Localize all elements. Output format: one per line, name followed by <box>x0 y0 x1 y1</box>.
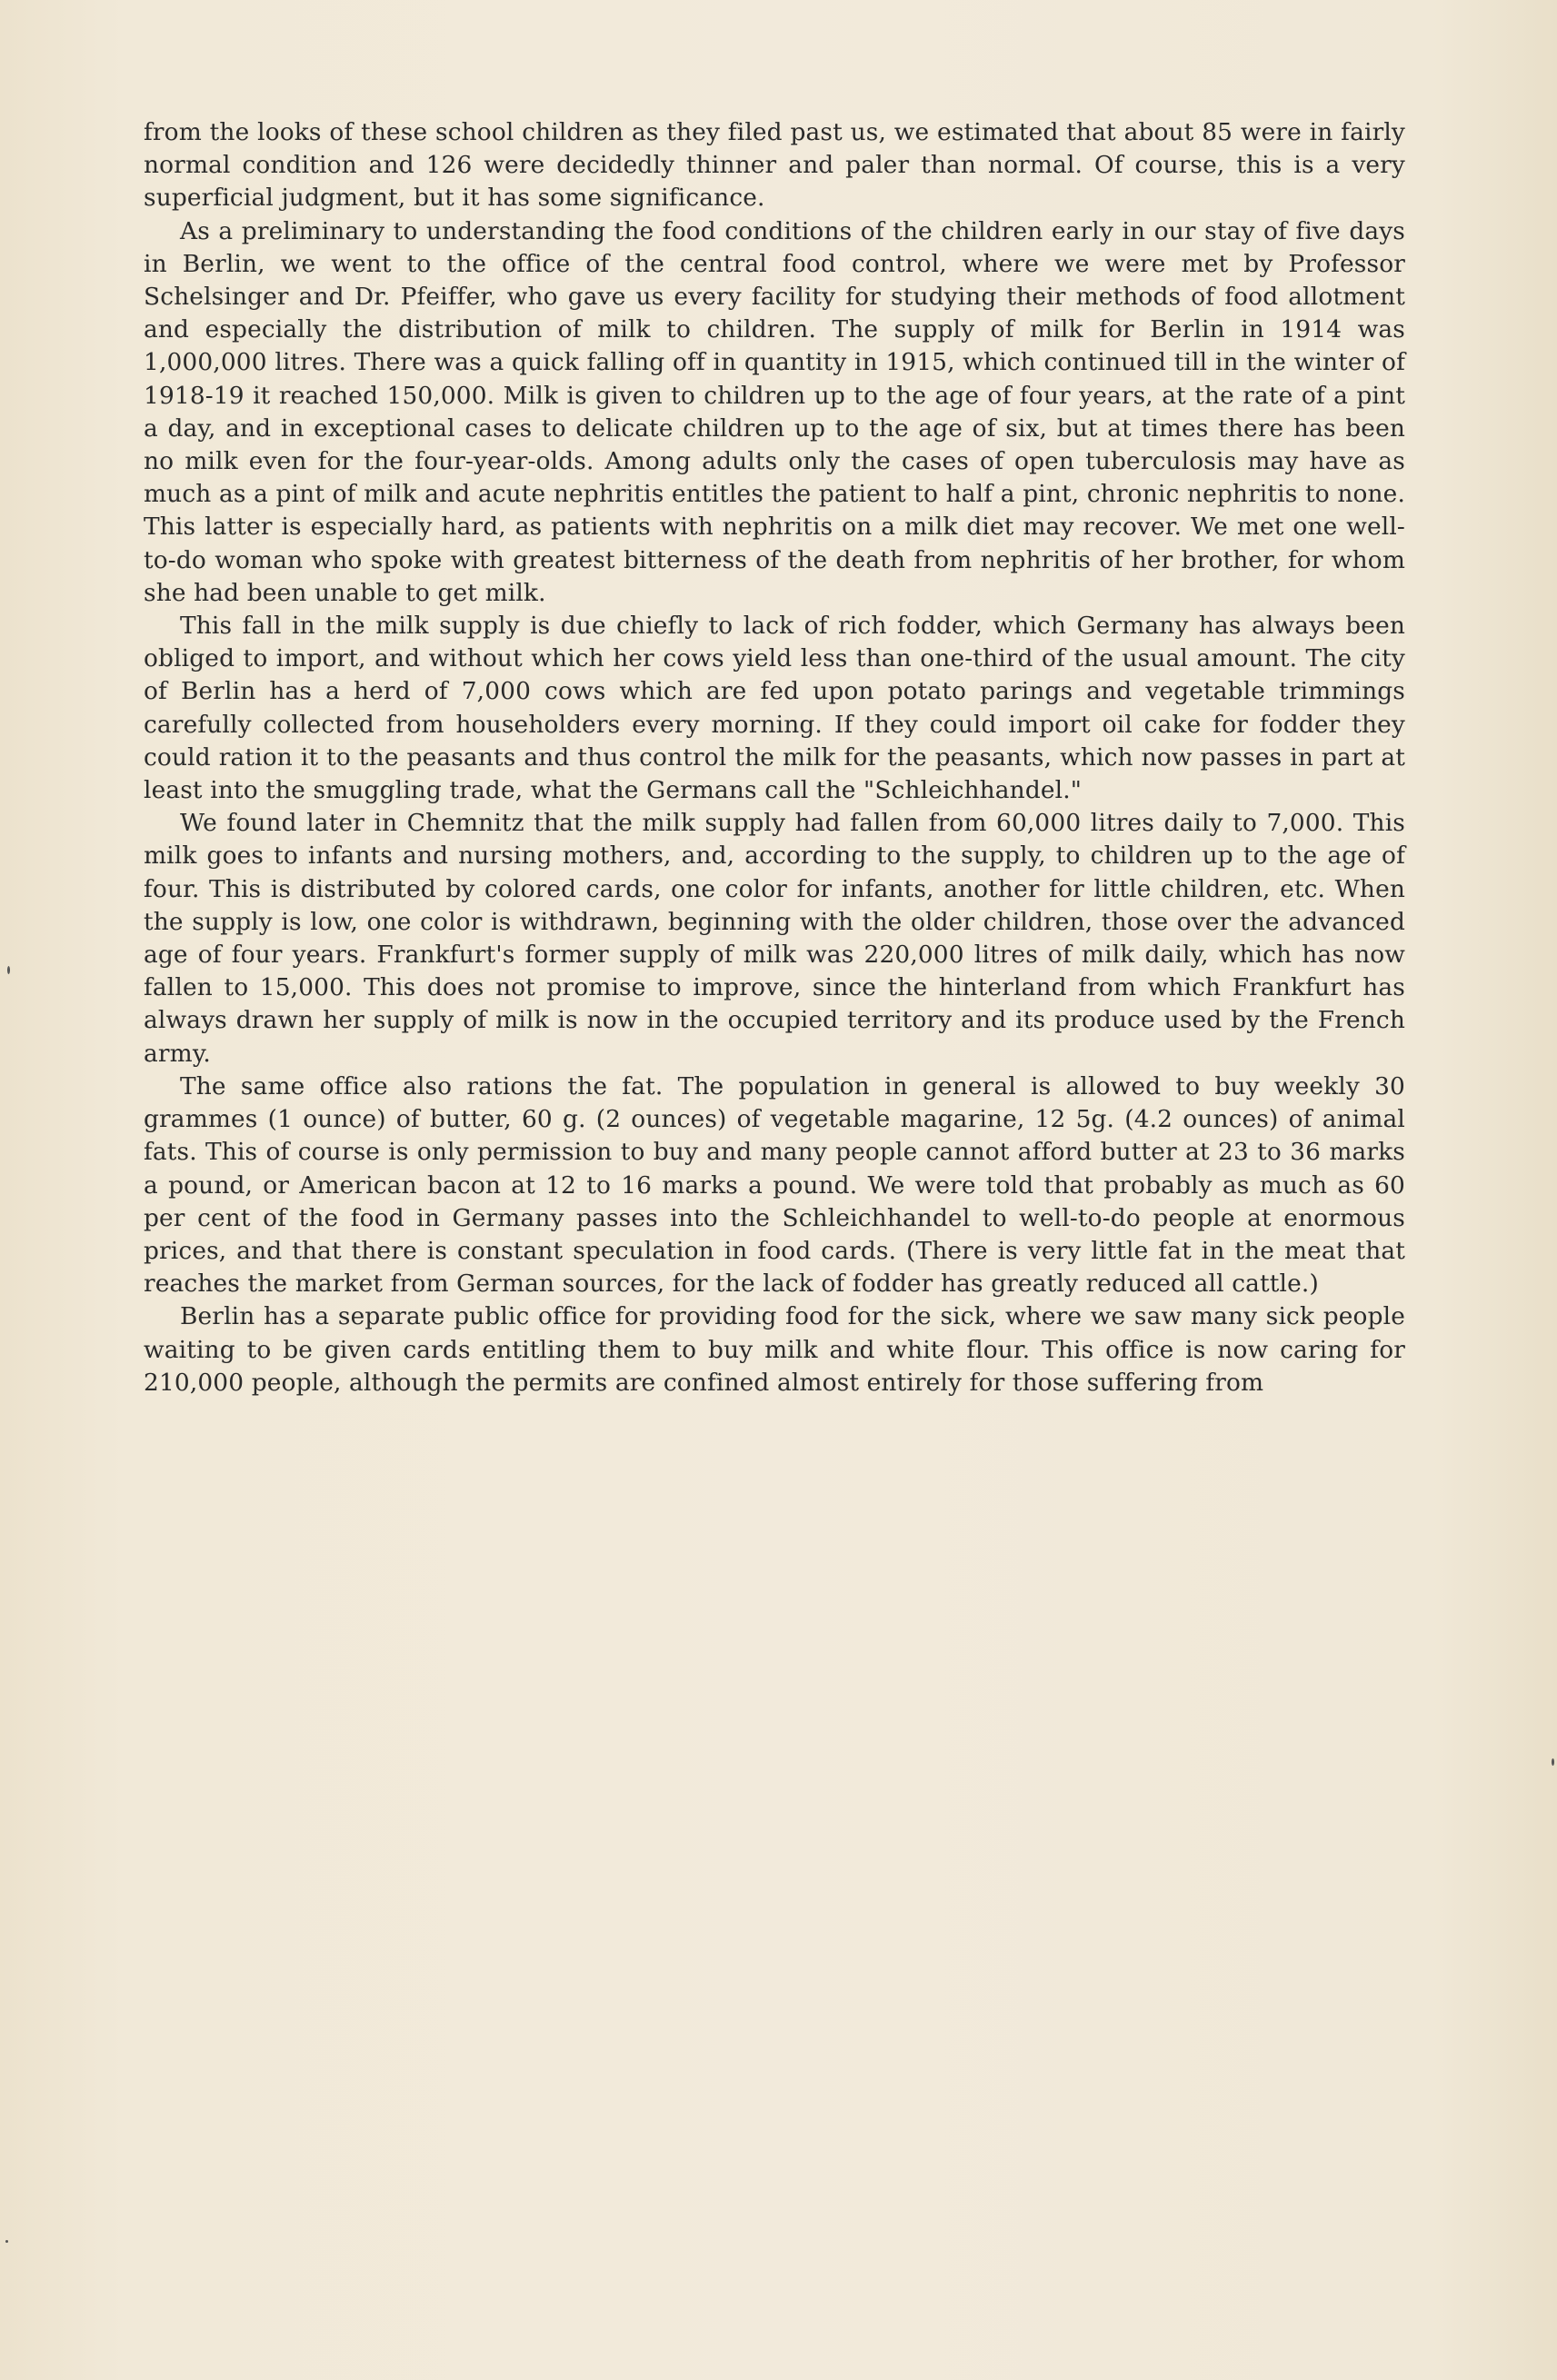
body-text <box>144 116 1405 1399</box>
paragraph-1: from the looks of these school children as they filed past us, we estimated that about 85 were in fairly normal condition and 126 were decidedly thinner and paler than normal. Of course, this is a very superficial judgment, but it has some significance. <box>144 118 1405 213</box>
paragraph-4: We found later in Chemnitz that the milk supply had fallen from 60,000 litres daily to 7,000. This milk goes to infants and nursing mothers, and, according to the supply, to children up to the age of four. This is distributed by colored cards, one color for infants, another for little children, etc. When the supply is low, one color is withdrawn, beginning with the older children, those over the advanced age of four years. Frankfurt's former supply of milk was 220,000 litres of milk daily, which has now fallen to 15,000. This does not promise to improve, since the hinterland from which Frankfurt has always drawn her supply of milk is now in the occupied territory and its produce used by the French army. <box>144 809 1405 1068</box>
paragraph-5: The same office also rations the fat. The population in general is allowed to buy weekly 30 grammes (1 ounce) of butter, 60 g. (2 ounces) of vegetable magarine, 12 5g. (4.2 ounces) of animal fats. This of course is only permission to buy and many people cannot afford butter at 23 to 36 marks a pound, or American bacon at 12 to 16 marks a pound. We were told that probably as much as 60 per cent of the food in Germany passes into the Schleichhandel to well-to-do people at enormous prices, and that there is constant speculation in food cards. (There is very little fat in the meat that reaches the market from German sources, for the lack of fodder has greatly reduced all cattle.) <box>144 1071 1405 1299</box>
paragraph-6: Berlin has a separate public office for providing food for the sick, where we saw many sick people waiting to be given cards entitling them to buy milk and white flour. This office is now caring for 210,000 people, although the permits are confined almost entirely for those suffering from <box>144 1302 1405 1397</box>
paper-speck <box>7 966 10 974</box>
paragraph-3: This fall in the milk supply is due chiefly to lack of rich fodder, which Germany has always been obliged to import, and without which her cows yield less than one-third of the usual amount. The city of Berlin has a herd of 7,000 cows which are fed upon potato parings and vegetable trimmings carefully collected from householders every morning. If they could import oil cake for fodder they could ration it to the peasants and thus control the milk for the peasants, which now passes in part at least into the smuggling trade, what the Germans call the "Schleichhandel." <box>144 612 1405 805</box>
paper-speck <box>5 2240 8 2243</box>
paragraph-2: As a preliminary to understanding the food conditions of the children early in our stay of five days in Berlin, we went to the office of the central food control, where we were met by Professor Schelsinger and Dr. Pfeiffer, who gave us every facility for studying their methods of food allotment and especially the distribution of milk to children. The supply of milk for Berlin in 1914 was 1,000,000 litres. There was a quick falling off in quantity in 1915, which continued till in the winter of 1918-19 it reached 150,000. Milk is given to children up to the age of four years, at the rate of a pint a day, and in exceptional cases to delicate children up to the age of six, but at times there has been no milk even for the four-year-olds. Among adults only the cases of open tuberculosis may have as much as a pint of milk and acute nephritis entitles the patient to half a pint, chronic nephritis to none. This latter is especially hard, as patients with nephritis on a milk diet may recover. We met one well-to-do woman who spoke with greatest bitterness of the death from nephritis of her brother, for whom she had been unable to get milk. <box>144 216 1405 607</box>
paper-speck <box>1552 1758 1554 1766</box>
